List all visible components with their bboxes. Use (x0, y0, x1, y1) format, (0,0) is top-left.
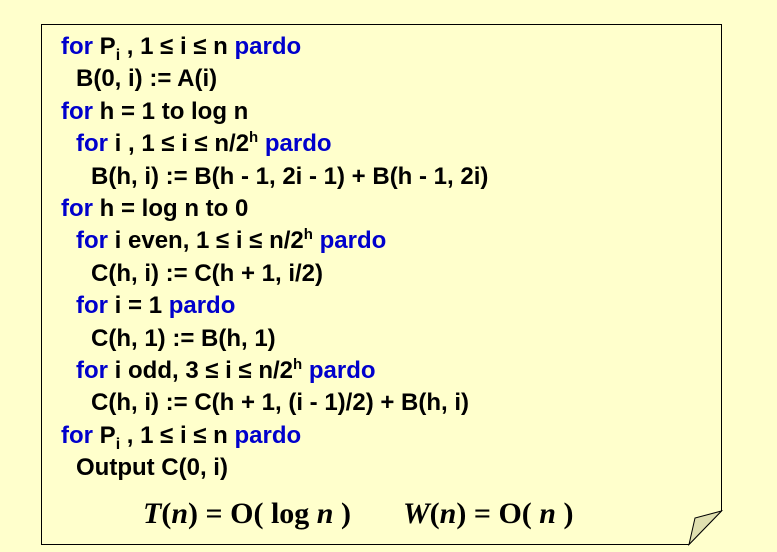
code-text: h = log n to 0 (93, 194, 249, 222)
code-text: h = 1 to log n (93, 97, 249, 125)
time-function: T (143, 497, 162, 530)
code-line-14 (61, 452, 488, 484)
pseudocode-note (41, 24, 722, 545)
superscript: h (293, 355, 303, 373)
variable: n (171, 497, 189, 530)
keyword-for: for (76, 227, 108, 255)
code-text: Output C(0, i) (76, 454, 228, 482)
code-line-3 (61, 96, 488, 128)
work-function: W (402, 497, 430, 530)
equals: ) = (456, 497, 499, 530)
code-line-2 (61, 63, 488, 95)
code-text: i even, 1 ≤ i ≤ n/2 (108, 227, 304, 255)
paren: ) (333, 497, 351, 530)
superscript: h (303, 226, 313, 244)
keyword-for: for (61, 421, 93, 449)
code-line-1 (61, 31, 488, 63)
superscript: h (249, 129, 259, 147)
code-text: , 1 ≤ i ≤ n (120, 421, 235, 449)
code-line-7 (61, 225, 488, 257)
keyword-pardo: pardo (308, 356, 376, 384)
code-line-12 (61, 387, 488, 419)
paren: ( (161, 497, 172, 530)
keyword-for: for (76, 292, 108, 320)
paren: ( (429, 497, 440, 530)
code-text: B(0, i) := A(i) (76, 65, 218, 93)
big-o: O( (498, 497, 540, 530)
code-line-8 (61, 258, 488, 290)
code-line-9 (61, 290, 488, 322)
code-text: C(h, i) := C(h + 1, (i - 1)/2) + B(h, i) (91, 389, 470, 417)
keyword-pardo: pardo (234, 421, 302, 449)
keyword-for: for (61, 97, 93, 125)
code-text (302, 357, 309, 384)
variable: n (439, 497, 457, 530)
big-o: O( (230, 497, 271, 530)
keyword-for: for (76, 130, 108, 158)
paren: ) (555, 497, 574, 530)
variable: n (539, 497, 556, 530)
work-complexity (403, 497, 573, 530)
variable: n (316, 497, 334, 530)
keyword-for: for (61, 33, 93, 60)
code-line-5 (61, 161, 488, 193)
subscript: i (115, 435, 121, 453)
code-line-11 (61, 355, 488, 387)
code-text: i = 1 (108, 292, 169, 320)
code-text: B(h, i) := B(h - 1, 2i - 1) + B(h - 1, 2i) (91, 162, 489, 190)
code-text: i odd, 3 ≤ i ≤ n/2 (108, 356, 294, 384)
time-complexity (143, 497, 351, 530)
code-line-4 (61, 128, 488, 160)
complexity-formula (143, 497, 573, 531)
code-text: C(h, 1) := B(h, 1) (91, 324, 276, 352)
code-text (313, 227, 320, 254)
keyword-pardo: pardo (234, 33, 302, 60)
code-text (258, 130, 265, 157)
keyword-pardo: pardo (319, 227, 387, 255)
log: log (270, 497, 317, 530)
keyword-pardo: pardo (168, 292, 236, 320)
code-text: P (93, 33, 116, 60)
keyword-for: for (61, 194, 93, 222)
code-text: i , 1 ≤ i ≤ n/2 (108, 130, 250, 158)
code-line-10 (61, 323, 488, 355)
code-text: C(h, i) := C(h + 1, i/2) (91, 259, 324, 287)
code-text: P (93, 421, 116, 449)
algorithm-code (61, 31, 488, 484)
code-text: , 1 ≤ i ≤ n (120, 33, 235, 60)
subscript: i (115, 47, 121, 64)
keyword-for: for (76, 356, 108, 384)
equals: ) = (188, 497, 231, 530)
code-line-13 (61, 420, 488, 452)
code-line-6 (61, 193, 488, 225)
keyword-pardo: pardo (264, 130, 332, 158)
